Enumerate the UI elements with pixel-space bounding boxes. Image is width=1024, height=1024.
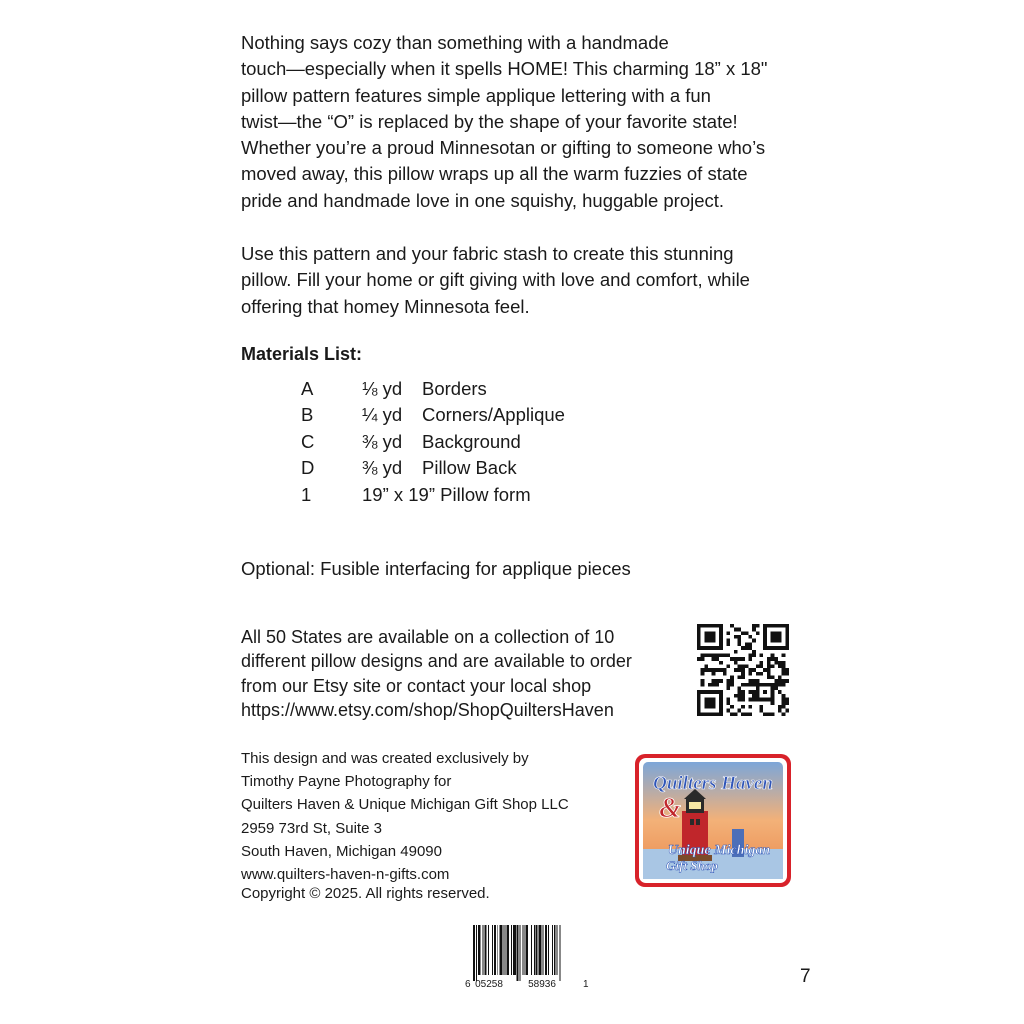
barcode-bar (545, 925, 547, 975)
logo-subtitle: Unique Michigan (667, 843, 771, 858)
logo-ampersand: & (659, 793, 681, 824)
credit-line: South Haven, Michigan 49090 (241, 842, 442, 860)
availability-paragraph (241, 625, 632, 722)
intro-line: touch—especially when it spells HOME! This charming 18” x 18" (241, 58, 768, 80)
material-desc: Corners/Applique (422, 404, 565, 425)
credit-line: Quilters Haven & Unique Michigan Gift Shop LLC (241, 796, 569, 814)
barcode-bar (531, 925, 532, 975)
barcode-bar (522, 925, 523, 975)
credit-line: Timothy Payne Photography for (241, 773, 452, 791)
material-qty: ⅛ yd (362, 378, 403, 399)
material-id: 1 (301, 484, 312, 505)
barcode-digit: 1 (583, 979, 589, 990)
material-id: C (301, 431, 315, 452)
barcode-bar (539, 925, 542, 975)
barcode-bar (478, 925, 481, 975)
barcode-bar (511, 925, 512, 975)
intro-line: pride and handmade love in one squishy, huggable project. (241, 189, 725, 211)
barcode-icon (463, 923, 593, 993)
intro-line: Nothing says cozy than something with a handmade (241, 32, 669, 53)
barcode-bar (542, 925, 543, 975)
intro-line: twist—the “O” is replaced by the shape of your favorite state! (241, 110, 738, 132)
barcode-bar (526, 925, 528, 975)
usage-line: pillow. Fill your home or gift giving with love and comfort, while (241, 269, 750, 291)
barcode-bar (520, 925, 521, 981)
website-link[interactable]: www.quilters-haven-n-gifts.com (241, 866, 450, 884)
material-desc: Borders (422, 378, 487, 399)
usage-paragraph (241, 241, 801, 320)
barcode-bar (488, 925, 489, 975)
intro-line: pillow pattern features simple applique lettering with a fun (241, 84, 711, 106)
barcode-bar (507, 925, 509, 975)
barcode-bar (473, 925, 475, 981)
barcode-bar (494, 925, 496, 975)
barcode-bar (484, 925, 486, 975)
intro-line: Whether you’re a proud Minnesotan or gifting to someone who’s (241, 137, 766, 159)
intro-line: moved away, this pillow wraps up all the warm fuzzies of state (241, 163, 748, 185)
barcode-bar (536, 925, 538, 975)
barcode-bar (497, 925, 498, 975)
etsy-link[interactable]: https://www.etsy.com/shop/ShopQuiltersHaven (241, 699, 614, 720)
shop-logo (634, 753, 792, 888)
material-id: B (301, 404, 314, 425)
materials-title: Materials List: (241, 344, 363, 364)
availability-line: different pillow designs and are available to order (241, 651, 632, 672)
material-qty: ⅜ yd (362, 457, 403, 478)
barcode-bar (559, 925, 560, 981)
barcode-digit: 58936 (528, 979, 556, 990)
barcode-bar (505, 925, 506, 975)
material-qty: 19” x 19” Pillow form (362, 484, 531, 505)
barcode-bar (534, 925, 535, 975)
copyright-text: Copyright © 2025. All rights reserved. (241, 885, 490, 902)
usage-line: offering that homey Minnesota feel. (241, 295, 530, 317)
barcode-digit: 05258 (475, 979, 503, 990)
credit-line: This design and was created exclusively by (241, 750, 529, 767)
barcode-bar (548, 925, 549, 975)
material-desc: Background (422, 431, 521, 452)
credit-line: 2959 73rd St, Suite 3 (241, 819, 382, 837)
barcode-bar (476, 925, 477, 981)
barcode-bar (552, 925, 553, 975)
logo-subtitle: Gift Shop (666, 858, 718, 873)
usage-line: Use this pattern and your fabric stash to create this stunning (241, 243, 734, 264)
material-qty: ⅜ yd (362, 431, 403, 452)
optional-note: Optional: Fusible interfacing for applique pieces (241, 558, 631, 579)
barcode-bar (500, 925, 503, 975)
material-desc: Pillow Back (422, 457, 517, 478)
credits-block (241, 747, 569, 886)
material-qty: ¼ yd (362, 404, 403, 425)
barcode-bar (492, 925, 493, 975)
material-id: D (301, 457, 315, 478)
barcode-bar (524, 925, 525, 975)
barcode-bar (554, 925, 556, 975)
availability-line: from our Etsy site or contact your local shop (241, 675, 592, 696)
logo-title: Quilters Haven (653, 773, 773, 794)
qr-code-icon[interactable] (697, 624, 789, 716)
barcode-bar (483, 925, 484, 975)
barcode-bar (517, 925, 519, 981)
barcode-bar (503, 925, 504, 975)
intro-paragraph (241, 30, 801, 214)
page-number: 7 (800, 966, 811, 987)
barcode-bar (513, 925, 516, 975)
material-id: A (301, 378, 314, 399)
barcode-digit: 6 (465, 979, 471, 990)
availability-line: All 50 States are available on a collection of 10 (241, 627, 615, 647)
barcode-bar (557, 925, 558, 975)
